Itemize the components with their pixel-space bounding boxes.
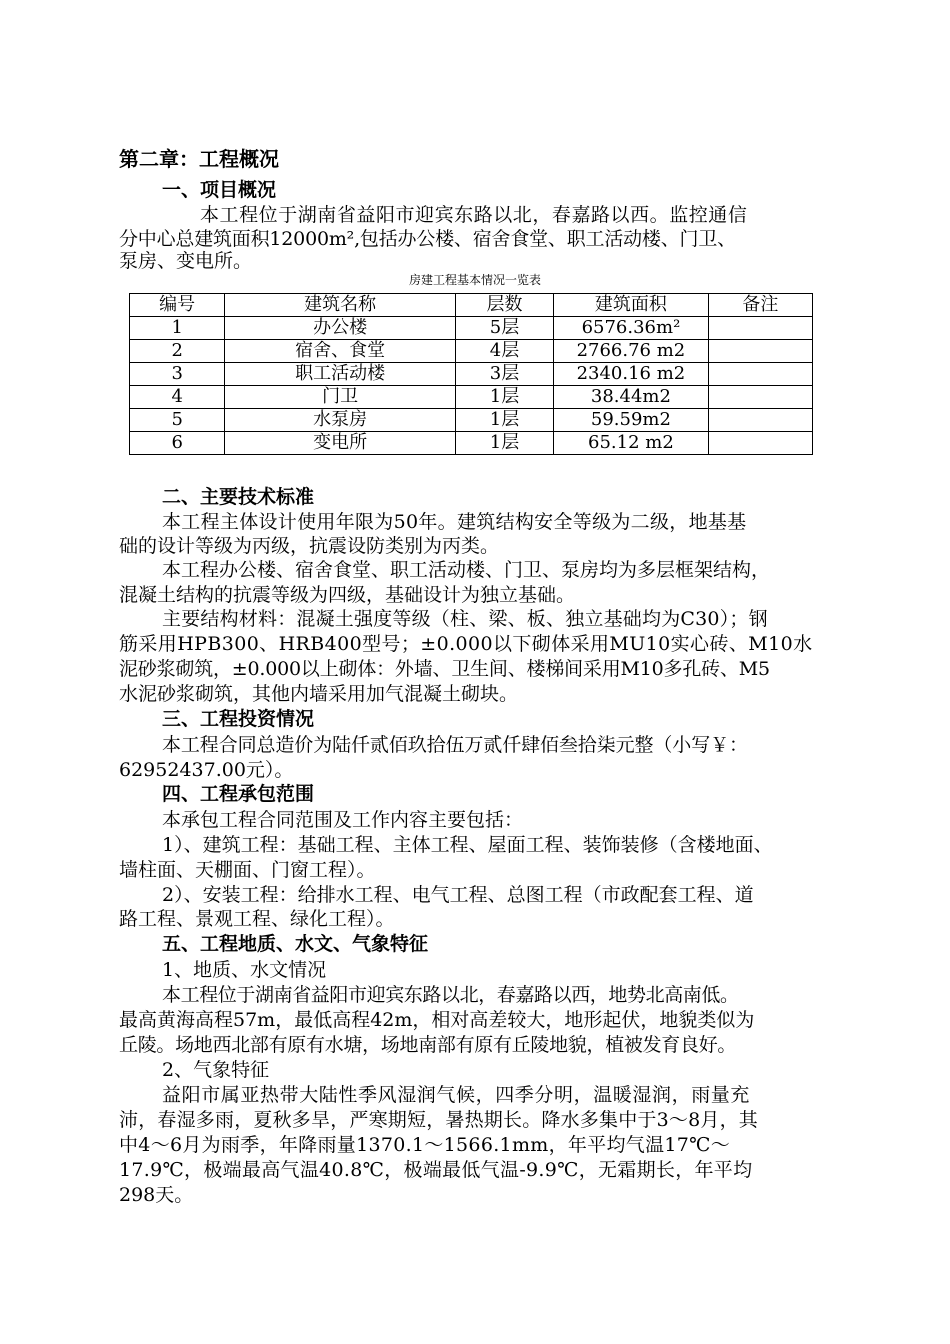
paragraph-line: 1、地质、水文情况 — [162, 959, 327, 981]
paragraph-line: 298天。 — [119, 1184, 194, 1206]
table-cell: 2340.16 m2 — [554, 363, 709, 386]
table-cell: 宿舍、食堂 — [225, 340, 455, 363]
table-caption: 房建工程基本情况一览表 — [408, 273, 541, 287]
building-table — [129, 293, 813, 455]
chapter-title: 第二章：工程概况 — [119, 147, 279, 171]
section-heading-technical-standards: 二、主要技术标准 — [162, 486, 315, 508]
table-row — [130, 340, 813, 363]
section-heading-contract-scope: 四、工程承包范围 — [162, 783, 315, 805]
table-cell — [708, 386, 812, 409]
paragraph-line: 62952437.00元）。 — [119, 759, 294, 781]
table-cell — [708, 340, 812, 363]
paragraph-line: 沛，春湿多雨，夏秋多旱，严寒期短，暑热期长。降水多集中于3～8月，其 — [119, 1109, 758, 1131]
section-heading-overview: 一、项目概况 — [162, 179, 277, 201]
paragraph-line: 泵房、变电所。 — [119, 250, 253, 272]
paragraph-line: 水泥砂浆砌筑，其他内墙采用加气混凝土砌块。 — [119, 683, 519, 705]
table-row — [130, 432, 813, 455]
paragraph-line: 筋采用HPB300、HRB400型号；±0.000以下砌体采用MU10实心砖、M10水 — [119, 633, 813, 655]
table-cell: 4层 — [455, 340, 553, 363]
paragraph-line: 中4～6月为雨季，年降雨量1370.1～1566.1mm，年平均气温17℃～ — [119, 1134, 731, 1156]
paragraph-line: 础的设计等级为丙级，抗震设防类别为丙类。 — [119, 535, 500, 557]
table-cell: 2 — [130, 340, 225, 363]
paragraph-line: 17.9℃，极端最高气温40.8℃，极端最低气温-9.9℃，无霜期长，年平均 — [119, 1159, 753, 1181]
section-heading-geology-climate: 五、工程地质、水文、气象特征 — [162, 933, 429, 955]
paragraph-line: 本工程主体设计使用年限为50年。建筑结构安全等级为二级，地基基 — [162, 511, 747, 533]
paragraph-line: 本工程位于湖南省益阳市迎宾东路以北，春嘉路以西，地势北高南低。 — [162, 984, 739, 1006]
table-cell: 1 — [130, 317, 225, 340]
table-header-row — [130, 294, 813, 317]
header-cell: 备注 — [708, 294, 812, 317]
table-cell: 1层 — [455, 409, 553, 432]
paragraph-line: 1）、建筑工程：基础工程、主体工程、屋面工程、装饰装修（含楼地面、 — [162, 834, 773, 856]
table-cell: 6 — [130, 432, 225, 455]
paragraph-line: 2、气象特征 — [162, 1059, 270, 1081]
table-row — [130, 409, 813, 432]
paragraph-line: 路工程、景观工程、绿化工程）。 — [119, 908, 395, 930]
paragraph-line: 泥砂浆砌筑，±0.000以上砌体：外墙、卫生间、楼梯间采用M10多孔砖、M5 — [119, 658, 770, 680]
paragraph-line: 2）、安装工程：给排水工程、电气工程、总图工程（市政配套工程、道 — [162, 884, 754, 906]
table-row — [130, 386, 813, 409]
paragraph-line: 本承包工程合同范围及工作内容主要包括： — [162, 809, 524, 831]
paragraph-line: 分中心总建筑面积12000m²,包括办公楼、宿舍食堂、职工活动楼、门卫、 — [119, 228, 736, 250]
table-cell: 1层 — [455, 386, 553, 409]
table-cell: 变电所 — [225, 432, 455, 455]
table-cell: 职工活动楼 — [225, 363, 455, 386]
paragraph-line: 丘陵。场地西北部有原有水塘，场地南部有原有丘陵地貌，植被发育良好。 — [119, 1034, 737, 1056]
table-cell: 办公楼 — [225, 317, 455, 340]
table-row — [130, 363, 813, 386]
paragraph-line: 混凝土结构的抗震等级为四级，基础设计为独立基础。 — [119, 584, 576, 606]
header-cell: 编号 — [130, 294, 225, 317]
table-cell — [708, 432, 812, 455]
table-cell: 2766.76 m2 — [554, 340, 709, 363]
table-cell: 门卫 — [225, 386, 455, 409]
paragraph-line: 最高黄海高程57m，最低高程42m，相对高差较大，地形起伏，地貌类似为 — [119, 1009, 755, 1031]
paragraph-line: 本工程合同总造价为陆仟贰佰玖拾伍万贰仟肆佰叁拾柒元整（小写￥： — [162, 734, 748, 756]
header-cell: 建筑面积 — [554, 294, 709, 317]
table-row — [130, 317, 813, 340]
table-cell: 5 — [130, 409, 225, 432]
paragraph-line: 本工程办公楼、宿舍食堂、职工活动楼、门卫、泵房均为多层框架结构， — [162, 559, 771, 581]
section-heading-investment: 三、工程投资情况 — [162, 708, 315, 730]
table-cell: 5层 — [455, 317, 553, 340]
paragraph-line: 主要结构材料：混凝土强度等级（柱、梁、板、独立基础均为C30）；钢 — [162, 608, 768, 630]
table-cell: 6576.36m² — [554, 317, 709, 340]
table-cell: 3 — [130, 363, 225, 386]
header-cell: 建筑名称 — [225, 294, 455, 317]
table-cell: 1层 — [455, 432, 553, 455]
table-cell — [708, 363, 812, 386]
table-cell: 38.44m2 — [554, 386, 709, 409]
table-cell: 水泵房 — [225, 409, 455, 432]
table-cell: 59.59m2 — [554, 409, 709, 432]
header-cell: 层数 — [455, 294, 553, 317]
table-cell: 3层 — [455, 363, 553, 386]
paragraph-line: 本工程位于湖南省益阳市迎宾东路以北，春嘉路以西。监控通信 — [200, 204, 748, 226]
paragraph-line: 墙柱面、天棚面、门窗工程）。 — [119, 859, 376, 881]
table-cell — [708, 317, 812, 340]
table-cell — [708, 409, 812, 432]
table-cell: 65.12 m2 — [554, 432, 709, 455]
table-cell: 4 — [130, 386, 225, 409]
paragraph-line: 益阳市属亚热带大陆性季风湿润气候，四季分明，温暖湿润，雨量充 — [162, 1084, 751, 1106]
